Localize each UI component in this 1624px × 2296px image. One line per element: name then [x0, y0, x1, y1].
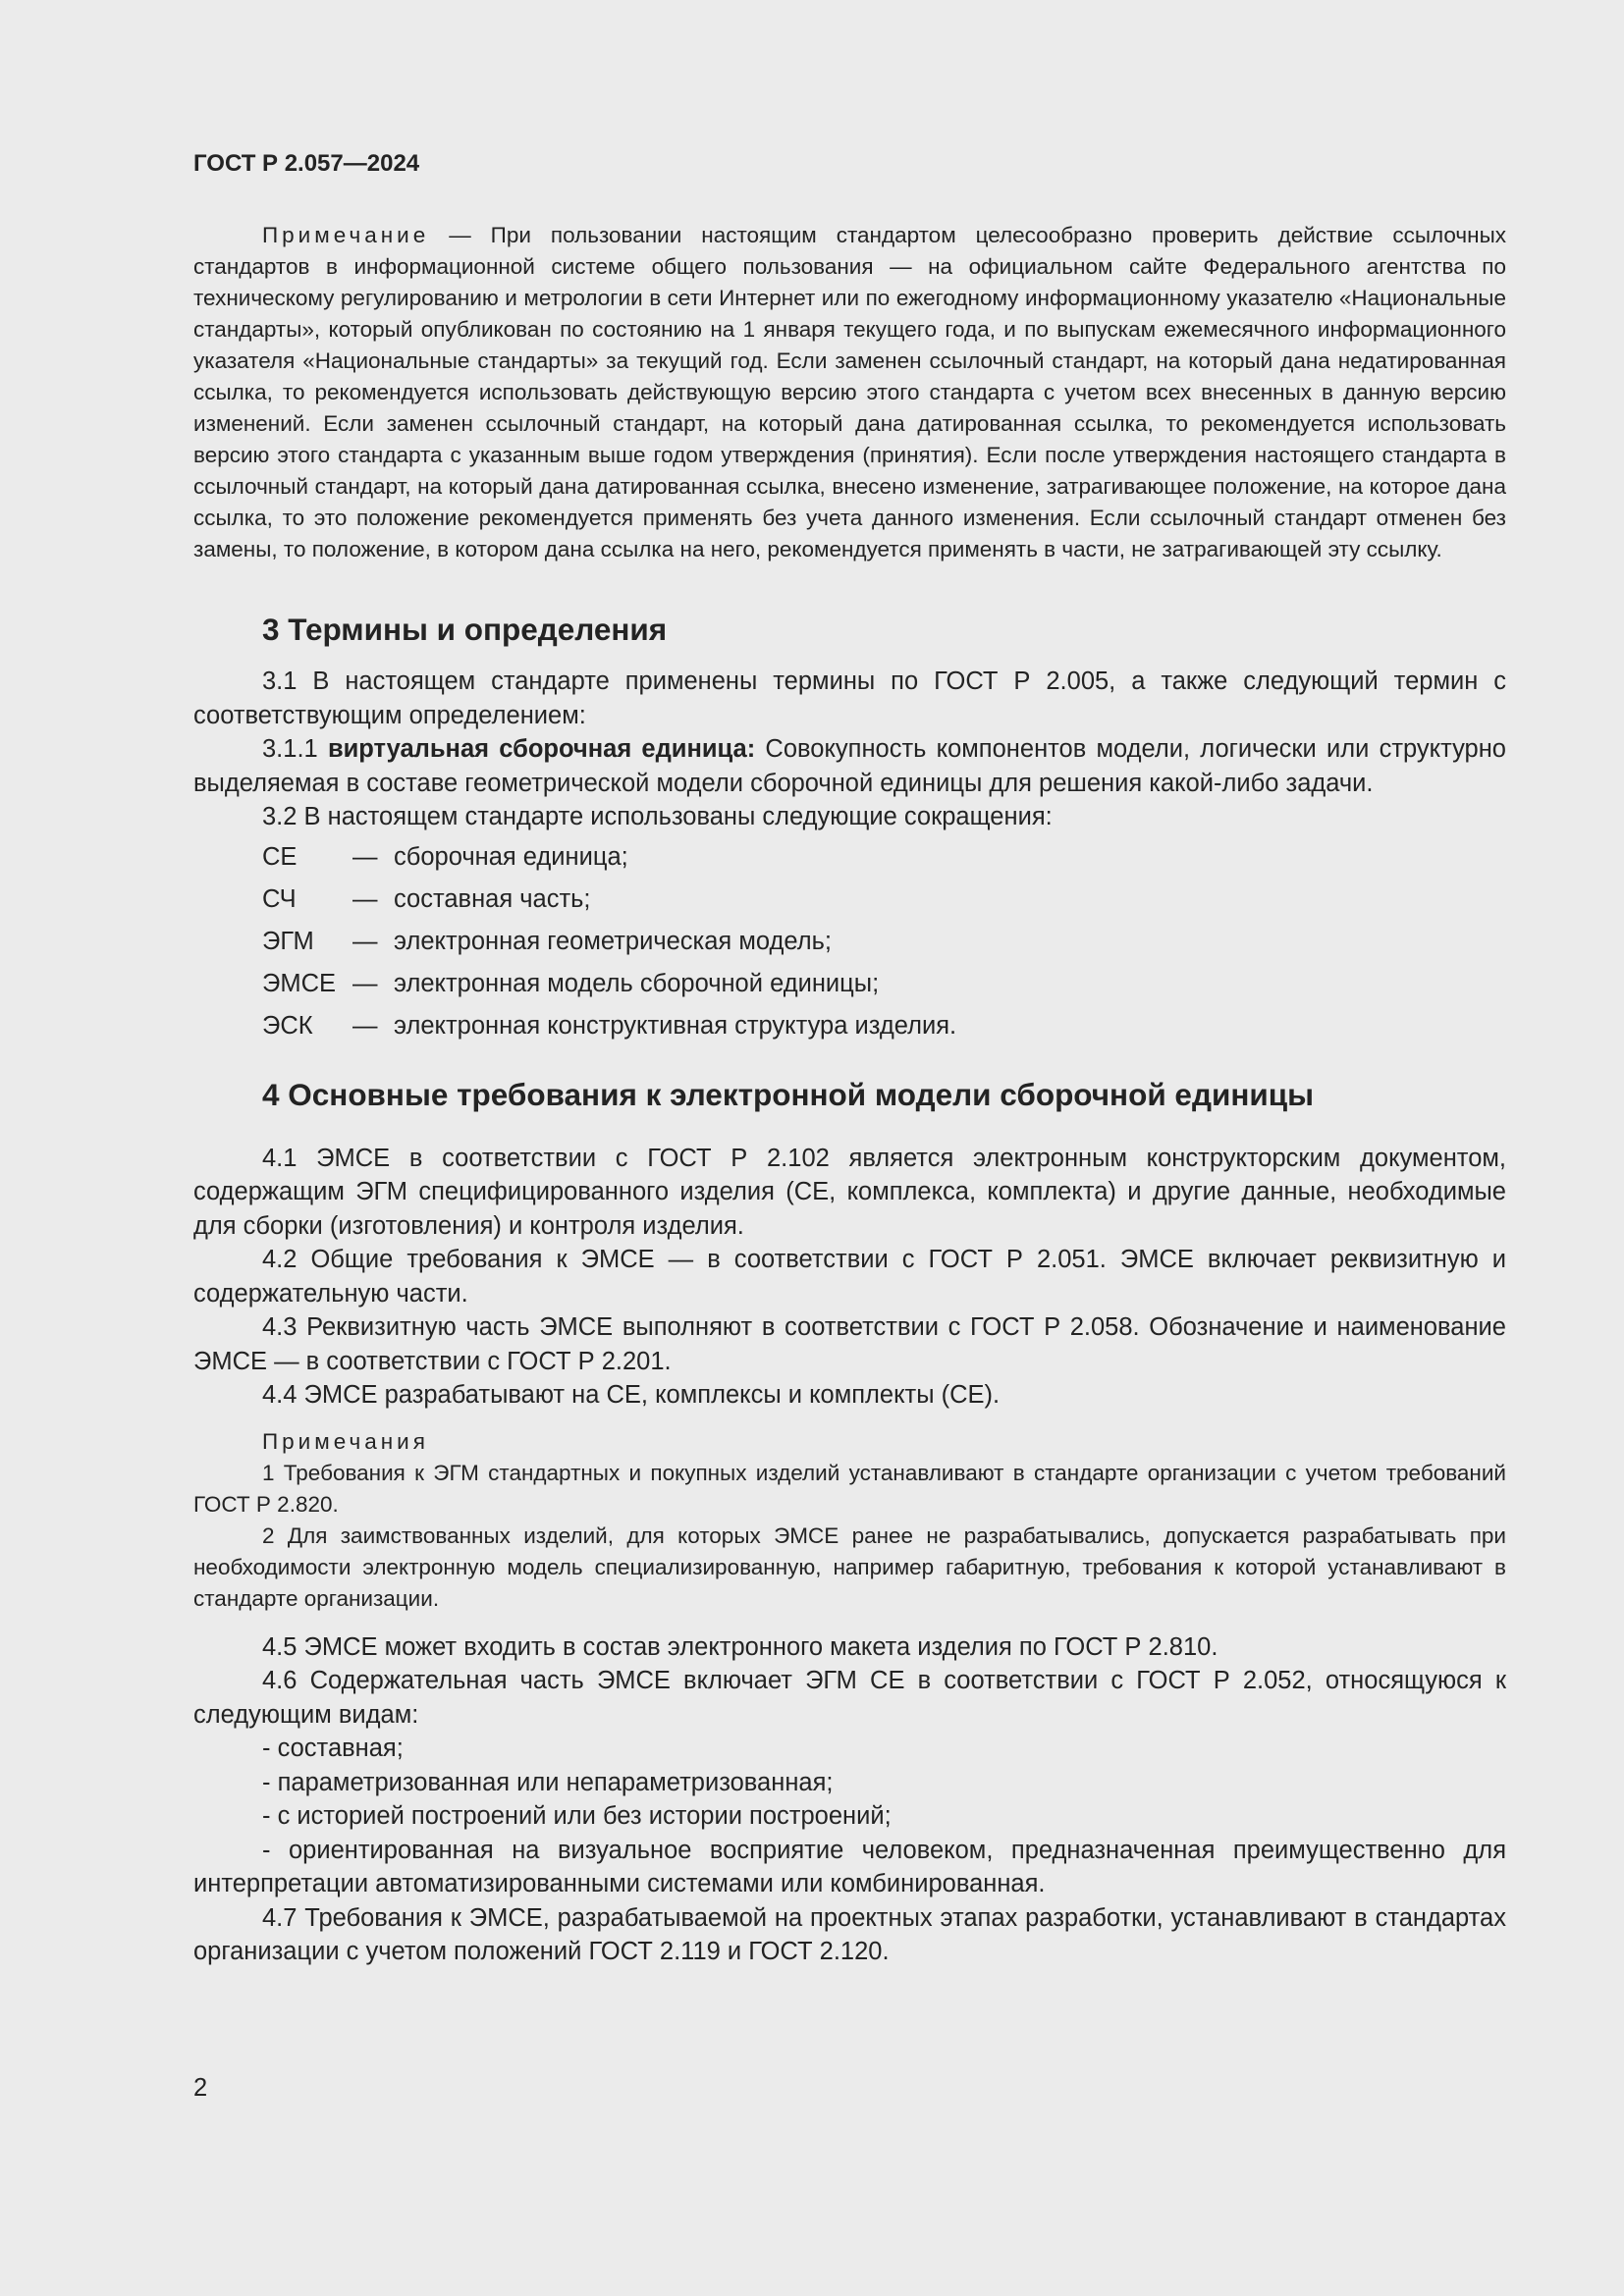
paragraph-3-2: 3.2 В настоящем стандарте использованы следующие сокращения:: [262, 803, 1053, 830]
notes-label: Примечания: [262, 1428, 429, 1454]
paragraph-3-1: 3.1 В настоящем стандарте применены термины по ГОСТ Р 2.005, а также следующий термин с соответствующим определением:: [193, 667, 1506, 729]
paragraph-4-3: 4.3 Реквизитную часть ЭМСЕ выполняют в соответствии с ГОСТ Р 2.058. Обозначение и наименование ЭМСЕ — в соответствии с ГОСТ Р 2.201.: [193, 1313, 1506, 1375]
abbreviation-item: [193, 879, 1506, 921]
note-label: Примечание: [262, 223, 430, 247]
abbreviation-item: [193, 963, 1506, 1005]
note-1: 1 Требования к ЭГМ стандартных и покупных изделий устанавливают в стандарте организации с учетом требований ГОСТ Р 2.820.: [193, 1460, 1506, 1517]
paragraph-4-4: 4.4 ЭМСЕ разрабатывают на СЕ, комплексы и комплекты (СЕ).: [262, 1381, 1001, 1409]
paragraph-4-5: 4.5 ЭМСЕ может входить в состав электронного макета изделия по ГОСТ Р 2.810.: [262, 1632, 1218, 1661]
paragraph-4-1: 4.1 ЭМСЕ в соответствии с ГОСТ Р 2.102 является электронным конструкторским документом, содержащим ЭГМ специфицированного изделия (СЕ, комплекса, комплекта) и другие данные, необходимые для сборки (изготовления) и контроля изделия.: [193, 1144, 1506, 1240]
abbreviation-list: [193, 836, 1506, 1047]
section-3-title: 3 Термины и определения: [262, 612, 668, 647]
paragraph-4-6: 4.6 Содержательная часть ЭМСЕ включает ЭГМ СЕ в соответствии с ГОСТ Р 2.052, относящуюся к следующим видам:: [193, 1667, 1506, 1729]
page-content: [193, 147, 1506, 1969]
abbreviation-dash: —: [352, 969, 378, 997]
intro-note: [193, 220, 1506, 565]
document-header: ГОСТ Р 2.057—2024: [193, 150, 420, 177]
abbreviation-item: [193, 1005, 1506, 1047]
abbreviation-dash: —: [352, 1011, 378, 1040]
term-number: 3.1.1: [262, 735, 328, 763]
abbreviation-dash: —: [352, 884, 378, 913]
abbreviation-definition: электронная конструктивная структура изделия.: [394, 1011, 957, 1040]
list-item: - параметризованная или непараметризованная;: [262, 1768, 834, 1796]
list-item: - составная;: [262, 1735, 404, 1762]
section-4-title: 4 Основные требования к электронной модели сборочной единицы: [262, 1076, 1314, 1112]
abbreviation-dash: —: [352, 842, 378, 871]
paragraph-4-2: 4.2 Общие требования к ЭМСЕ — в соответствии с ГОСТ Р 2.051. ЭМСЕ включает реквизитную и содержательную части.: [193, 1246, 1506, 1308]
view-type-list: [193, 1732, 1506, 1901]
note-text: — При пользовании настоящим стандартом целесообразно проверить действие ссылочных стандартов в информационной системе общего пользования — на официальном сайте Федерального агентства по техническому регулированию и метрологии в сети Интернет или по ежегодному информационному указателю «Национальные стандарты», который опубликован по состоянию на 1 января текущего года, и по выпускам ежемесячного информационного указателя «Национальные стандарты» за текущий год. Если заменен ссылочный стандарт, на который дана недатированная ссылка, то рекомендуется использовать действующую версию этого стандарта с учетом всех внесенных в данную версию изменений. Если заменен ссылочный стандарт, на который дана датированная ссылка, то рекомендуется использовать версию этого стандарта с указанным выше годом утверждения (принятия). Если после утверждения настоящего стандарта в ссылочный стандарт, на который дана датированная ссылка, внесено изменение, затрагивающее положение, на которое дана ссылка, то это положение рекомендуется применять без учета данного изменения. Если ссылочный стандарт отменен без замены, то положение, в котором дана ссылка на него, рекомендуется применять в части, не затрагивающей эту ссылку.: [193, 223, 1506, 561]
abbreviation-definition: сборочная единица;: [394, 842, 628, 871]
abbreviation-definition: электронная модель сборочной единицы;: [394, 969, 880, 997]
term-definition: Совокупность компонентов модели, логически или структурно выделяемая в составе геометрической модели сборочной единицы для решения какой-либо задачи.: [193, 735, 1506, 797]
abbreviation-dash: —: [352, 927, 378, 955]
list-item: - ориентированная на визуальное восприятие человеком, предназначенная преимущественно для интерпретации автоматизированными системами или комбинированная.: [193, 1836, 1506, 1897]
page-number: 2: [193, 2074, 208, 2102]
abbreviation-item: [193, 921, 1506, 963]
abbreviation-term: СЧ: [262, 884, 297, 913]
abbreviation-term: ЭГМ: [262, 927, 314, 955]
term-name: виртуальная сборочная единица:: [327, 735, 756, 763]
abbreviation-term: ЭСК: [262, 1011, 313, 1040]
abbreviation-term: ЭМСЕ: [262, 969, 336, 997]
paragraph-3-1-1: [193, 732, 1506, 800]
abbreviation-term: СЕ: [262, 842, 298, 871]
abbreviation-definition: электронная геометрическая модель;: [394, 927, 832, 955]
paragraph-4-7: 4.7 Требования к ЭМСЕ, разрабатываемой на проектных этапах разработки, устанавливают в стандартах организации с учетом положений ГОСТ 2.119 и ГОСТ 2.120.: [193, 1903, 1506, 1965]
note-2: 2 Для заимствованных изделий, для которых ЭМСЕ ранее не разрабатывались, допускается разрабатывать при необходимости электронную модель специализированную, например габаритную, требования к которой устанавливают в стандарте организации.: [193, 1522, 1506, 1611]
abbreviation-item: [193, 836, 1506, 879]
abbreviation-definition: составная часть;: [394, 884, 591, 913]
list-item: - с историей построений или без истории построений;: [262, 1802, 892, 1830]
